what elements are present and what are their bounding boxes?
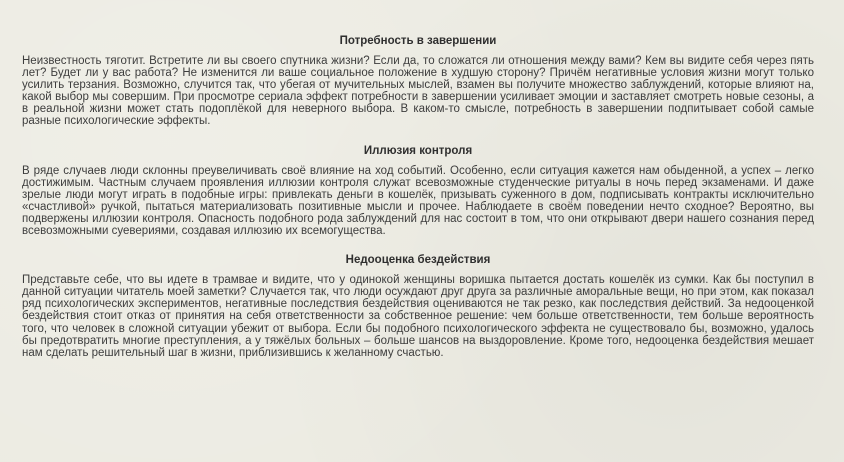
section-heading: Иллюзия контроля (363, 144, 473, 157)
section-paragraph: Представьте себе, что вы идете в трамвае и видите, что у одинокой женщины воришка пытается достать кошелёк из сумки. Как бы поступил в данной ситуации читатель моей заметки? Случается так, что люди осуждают друг друга за различные аморальные вещи, но при этом, как показал ряд психологических экспериментов, негативные последствия бездействия оцениваются не так резко, как последствия действий. За недооценкой бездействия стоит отказ от принятия на себя ответственности за собственное решение: чем больше ответственности, тем больше вероятность того, что человек в сложной ситуации убежит от выбора. Если бы подобного психологического эффекта не существовало бы, возможно, удалось бы предотвратить многие преступления, а у тяжёлых больных – больше шансов на выздоровление. Кроме того, недооценка бездействия мешает нам сделать решительный шаг в жизни, приблизившись к желанному счастью. (22, 274, 814, 359)
section-paragraph: Неизвестность тяготит. Встретите ли вы своего спутника жизни? Если да, то сложатся ли отношения между вами? Кем вы видите себя через пять лет? Будет ли у вас работа? Не изменится ли ваше социальное положение в худшую сторону? Причём негативные условия жизни могут только усилить терзания. Возможно, случится так, что убегая от мучительных мыслей, взамен вы получите множество заблуждений, которые влияют на, какой выбор мы совершим. При просмотре сериала эффект потребности в завершении усиливает эмоции и заставляет смотреть новые сезоны, а в реальной жизни может стать подоплёкой для неверного выбора. В каком-то смысле, потребность в завершении подпитывает собой самые разные психологические эффекты. (22, 55, 814, 128)
section-omission-bias (22, 253, 814, 359)
section-heading: Потребность в завершении (339, 35, 497, 47)
section-heading: Недооценка бездействия (345, 254, 491, 267)
section-paragraph: В ряде случаев люди склонны преувеличивать своё влияние на ход событий. Особенно, если ситуация кажется нам обыденной, а успех – легко достижимым. Частным случаем проявления иллюзии контроля служат всевозможные студенческие ритуалы в ночь перед экзаменами. И даже зрелые люди могут играть в подобные игры: привлекать деньги в кошелёк, призывать суженного в дом, подписывать контракты исключительно «счастливой» ручкой, пытаться материализовать позитивные мысли и прочее. Наблюдаете в своём поведении нечто сходное? Вероятно, вы подвержены иллюзии контроля. Опасность подобного рода заблуждений для нас состоит в том, что они открывают двери нашего сознания перед всевозможными суевериями, создавая иллюзию их всемогущества. (22, 164, 814, 238)
section-illusion-of-control (22, 144, 814, 238)
section-need-for-closure (22, 34, 814, 128)
article-body (22, 34, 814, 375)
